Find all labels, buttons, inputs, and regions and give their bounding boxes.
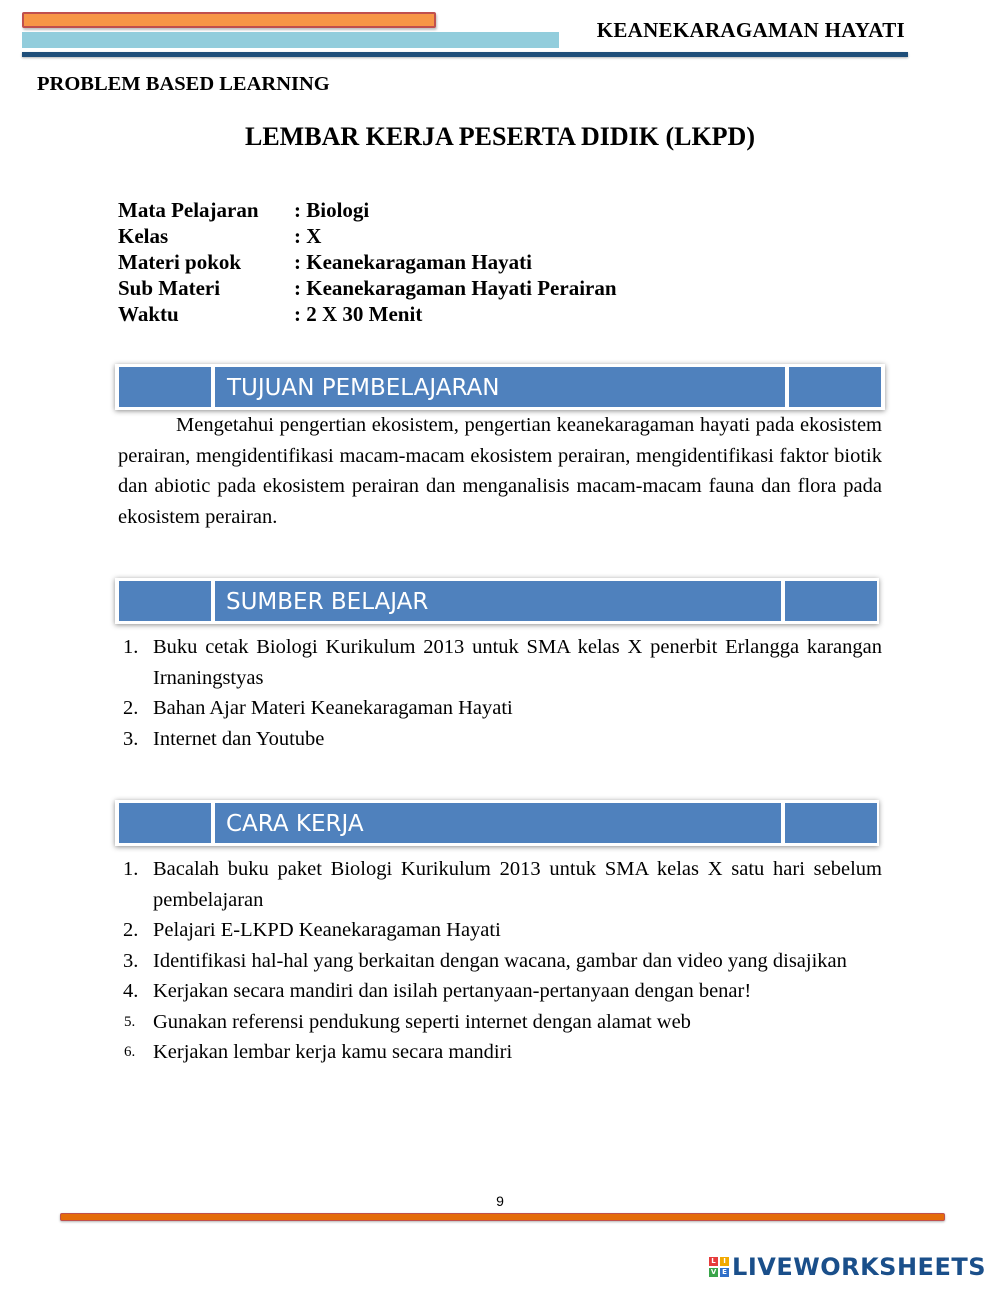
logo-letter: V	[710, 1268, 717, 1276]
banner-segment	[119, 581, 211, 621]
list-text: Pelajari E-LKPD Keanekaragaman Hayati	[153, 919, 501, 941]
info-block	[118, 197, 617, 327]
header-lightblue-bar	[22, 32, 559, 48]
page-title: LEMBAR KERJA PESERTA DIDIK (LKPD)	[245, 122, 755, 151]
list-number: 2.	[123, 919, 139, 941]
info-row	[118, 223, 617, 249]
brand-wordmark: LIVEWORKSHEETS	[732, 1253, 986, 1281]
info-label: Waktu	[118, 302, 179, 326]
list-number: 3.	[123, 949, 139, 972]
list-text: Gunakan referensi pendukung seperti internet dengan alamat web	[153, 1010, 691, 1033]
header-navy-rule	[22, 52, 908, 57]
tujuan-text: Mengetahui pengertian ekosistem, pengertian keanekaragaman hayati pada ekosistem perairan, mengidentifikasi macam-macam ekosistem perairan, mengidentifikasi faktor biotik dan abiotic pada ekosistem perairan dan menganalisis macam-macam fauna dan flora pada ekosistem perairan.	[118, 414, 882, 528]
list-item	[118, 854, 882, 915]
cara-kerja-list	[118, 854, 882, 1068]
list-number: 6.	[124, 1044, 136, 1060]
banner-segment	[119, 803, 211, 843]
info-value: : 2 X 30 Menit	[294, 302, 423, 326]
list-item	[118, 632, 882, 693]
list-text: Kerjakan secara mandiri dan isilah pertanyaan-pertanyaan dengan benar!	[153, 980, 752, 1002]
info-value: : Keanekaragaman Hayati	[294, 250, 532, 274]
list-text: Identifikasi hal-hal yang berkaitan dengan wacana, gambar dan video yang disajikan	[153, 949, 847, 972]
list-item	[118, 976, 882, 1007]
list-number: 1.	[123, 636, 139, 658]
banner-segment	[119, 367, 211, 407]
info-label: Kelas	[118, 224, 169, 248]
tujuan-paragraph	[118, 410, 882, 532]
list-item	[118, 946, 882, 977]
list-item	[118, 724, 882, 755]
logo-letter: E	[720, 1268, 729, 1277]
model-label: PROBLEM BASED LEARNING	[37, 73, 330, 95]
banner-segment	[785, 581, 877, 621]
info-value: : Keanekaragaman Hayati Perairan	[294, 276, 617, 300]
logo-letter: L	[709, 1257, 718, 1266]
list-item	[118, 1007, 882, 1038]
list-number: 4.	[123, 980, 139, 1002]
sumber-list	[118, 632, 882, 754]
list-number: 2.	[123, 697, 139, 719]
banner-segment	[785, 803, 877, 843]
list-text: Bahan Ajar Materi Keanekaragaman Hayati	[153, 697, 513, 719]
list-number: 1.	[123, 858, 139, 880]
footer-orange-bar	[60, 1213, 945, 1221]
info-row	[118, 249, 617, 275]
list-item	[118, 1037, 882, 1068]
list-number: 3.	[123, 727, 139, 750]
list-number: 5.	[124, 1013, 136, 1030]
page-number: 9	[496, 1193, 504, 1209]
list-text: Internet dan Youtube	[153, 727, 325, 750]
section-title: SUMBER BELAJAR	[226, 589, 429, 615]
section-title: CARA KERJA	[226, 811, 364, 837]
info-label: Mata Pelajaran	[118, 198, 259, 222]
section-banner-cara-kerja	[115, 800, 879, 846]
info-row	[118, 275, 617, 301]
liveworksheets-brand[interactable]	[709, 1253, 986, 1281]
list-text: Buku cetak Biologi Kurikulum 2013 untuk SMA kelas X penerbit Erlangga karangan Irnaningstyas	[153, 636, 882, 689]
liveworksheets-logo-icon	[709, 1257, 729, 1277]
banner-segment	[789, 367, 881, 407]
info-label: Materi pokok	[118, 250, 242, 274]
info-value: : X	[294, 224, 322, 248]
list-item	[118, 915, 882, 946]
section-banner-tujuan	[115, 364, 885, 410]
info-row	[118, 301, 617, 327]
header-orange-bar	[22, 12, 436, 28]
header-title: KEANEKARAGAMAN HAYATI	[596, 18, 905, 42]
section-title: TUJUAN PEMBELAJARAN	[227, 375, 500, 401]
logo-letter: I	[720, 1257, 729, 1266]
list-item	[118, 693, 882, 724]
info-label: Sub Materi	[118, 276, 221, 300]
info-value: : Biologi	[294, 198, 370, 222]
list-text: Bacalah buku paket Biologi Kurikulum 2013 untuk SMA kelas X satu hari sebelum pembelajaran	[153, 858, 882, 911]
info-row	[118, 197, 617, 223]
section-banner-sumber	[115, 578, 879, 624]
list-text: Kerjakan lembar kerja kamu secara mandiri	[153, 1041, 513, 1063]
